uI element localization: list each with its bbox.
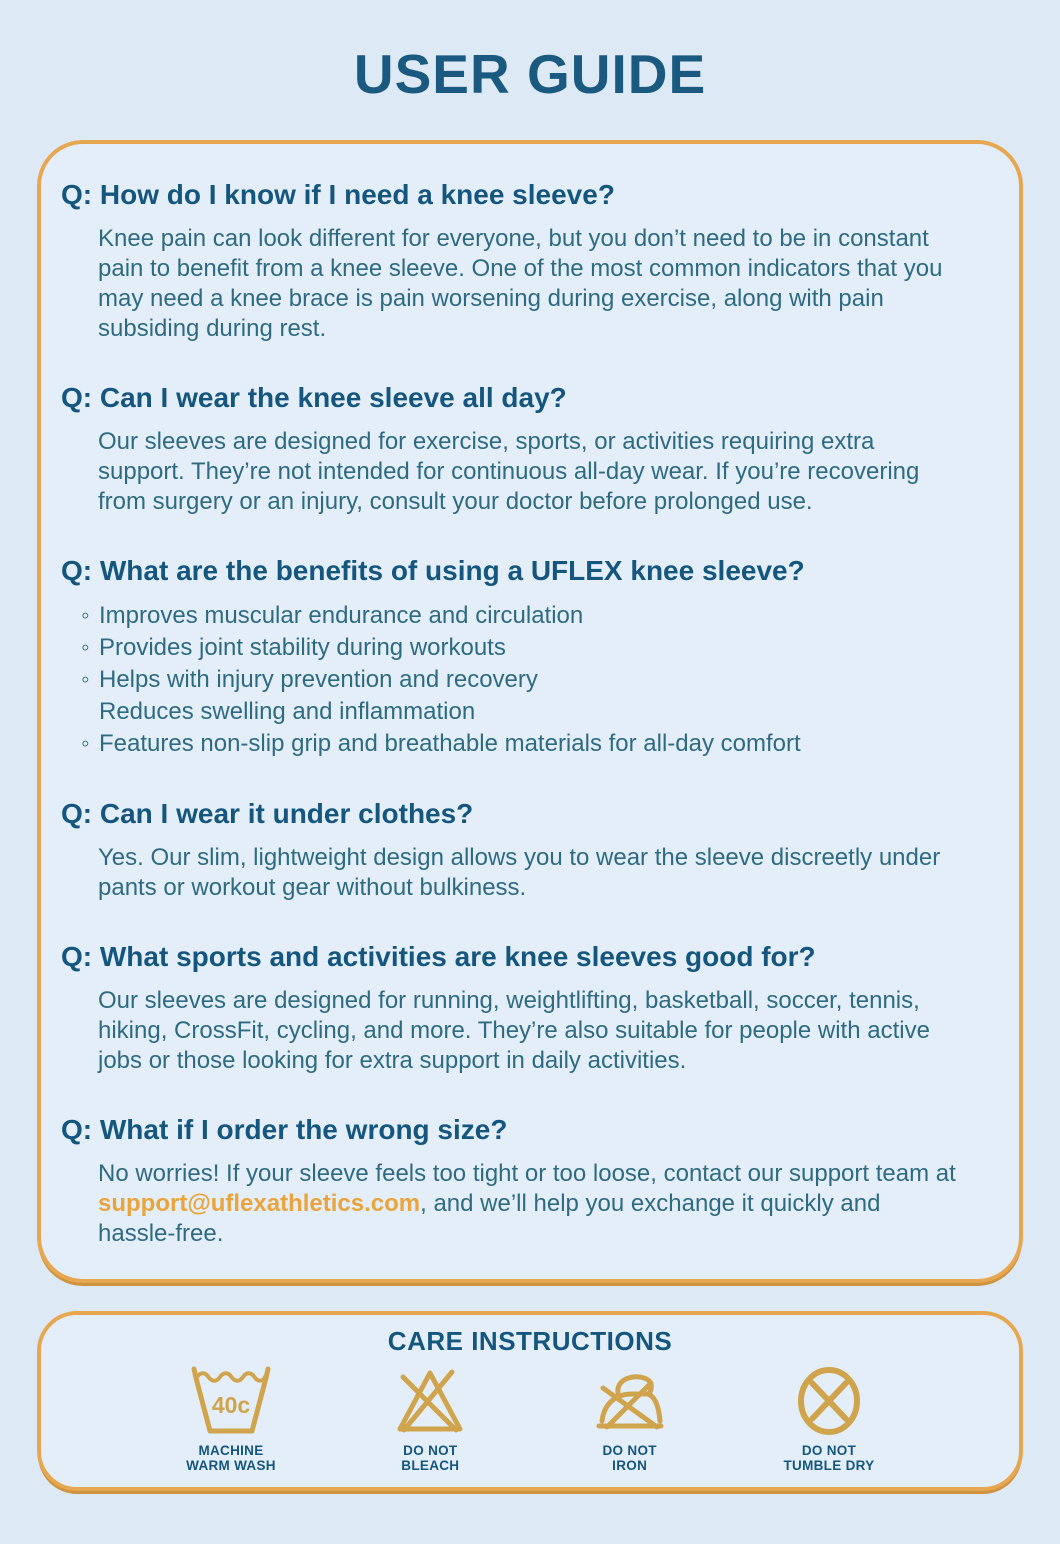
page-title: USER GUIDE <box>353 43 707 105</box>
faq-answer: Yes. Our slim, lightweight design allows you to wear the sleeve discreetly under pants or workout gear without bulkiness. <box>98 844 941 901</box>
benefit-item: Reduces swelling and inflammation <box>99 698 476 725</box>
faq-section-sports-activities <box>61 940 989 1076</box>
benefit-item: ◦ Provides joint stability during workouts <box>81 632 961 664</box>
faq-section-wear-all-day <box>61 381 989 517</box>
care-item-machine-warm-wash <box>151 1363 311 1473</box>
care-item-label: DO NOT IRON <box>602 1443 657 1473</box>
svg-text:40c: 40c <box>211 1392 251 1418</box>
care-icons-row <box>81 1363 979 1473</box>
faq-question: Q: How do I know if I need a knee sleeve? <box>61 179 615 210</box>
faq-question: Q: What are the benefits of using a UFLEX knee sleeve? <box>61 555 805 586</box>
answer-prefix: No worries! If your sleeve feels too tight or too loose, contact our support team at <box>98 1160 956 1187</box>
benefits-list <box>61 600 961 760</box>
faq-section-need-knee-sleeve <box>61 178 989 344</box>
care-instructions-title: CARE INSTRUCTIONS <box>387 1326 673 1356</box>
care-item-do-not-bleach <box>350 1363 510 1473</box>
care-item-label: DO NOT TUMBLE DRY <box>783 1443 875 1473</box>
faq-question: Q: What if I order the wrong size? <box>61 1114 508 1145</box>
do-not-bleach-icon <box>390 1363 470 1437</box>
faq-section-under-clothes <box>61 797 989 903</box>
faq-answer: Knee pain can look different for everyone, but you don’t need to be in constant pain to benefit from a knee sleeve. One of the most common indicators that you may need a knee brace is pain worsening during exercise, along with pain subsiding during rest. <box>98 225 943 342</box>
faq-question: Q: Can I wear it under clothes? <box>61 798 474 829</box>
benefit-item: ◦ Improves muscular endurance and circulation <box>81 600 961 632</box>
faq-answer: Our sleeves are designed for exercise, sports, or activities requiring extra support. They’re not intended for continuous all-day wear. If you’re recovering from surgery or an injury, consult your doctor before prolonged use. <box>98 428 920 515</box>
faq-card <box>37 140 1023 1283</box>
care-item-label: MACHINE WARM WASH <box>186 1443 276 1473</box>
faq-question: Q: What sports and activities are knee sleeves good for? <box>61 941 816 972</box>
faq-answer <box>98 1159 961 1249</box>
care-item-do-not-iron <box>550 1363 710 1473</box>
support-email-link[interactable]: support@uflexathletics.com <box>98 1190 421 1217</box>
faq-section-wrong-size <box>61 1113 989 1249</box>
care-item-label: DO NOT BLEACH <box>401 1443 460 1473</box>
do-not-iron-icon <box>588 1363 672 1437</box>
benefit-item: ◦ Features non-slip grip and breathable materials for all-day comfort <box>81 728 961 760</box>
benefit-item: ◦ Helps with injury prevention and recovery <box>81 664 961 696</box>
machine-warm-wash-icon <box>187 1363 275 1437</box>
faq-answer: Our sleeves are designed for running, weightlifting, basketball, soccer, tennis, hiking, CrossFit, cycling, and more. They’re also suitable for people with active jobs or those looking for extra support in daily activities. <box>98 987 930 1074</box>
faq-section-benefits <box>61 554 989 760</box>
faq-question: Q: Can I wear the knee sleeve all day? <box>61 382 567 413</box>
care-item-do-not-tumble-dry <box>749 1363 909 1473</box>
care-instructions-card <box>37 1311 1023 1491</box>
answer-suffix: , and we’ll help you exchange it quickly and hassle-free. <box>98 1190 881 1247</box>
do-not-tumble-dry-icon <box>789 1363 869 1437</box>
